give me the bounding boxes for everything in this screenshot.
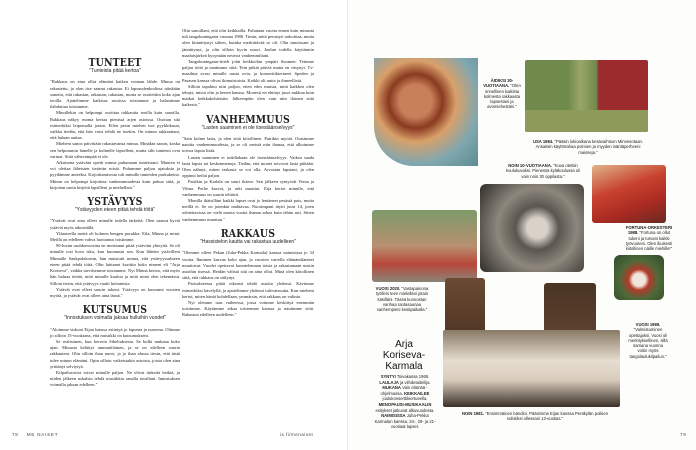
photo-first-band [443,330,620,407]
paragraph: 90-luvun ruuhkavuosina en muistanut pitää ystäviini yhteyttä. Se oli minulle tosi kova isku, kun huomasin sen. Kun lähetin ystävilleni Minnalle Saukpalukortin, hän muistutti minua, että ystävyyssuhteen eteen pitää tehdä töitä. Olin laittanut korttiin koko nimeni eli "Arja Koriseva", vaikka tarvitsemme toisiamme. Nyt Minna kertoo, että myös hän haluaa tietää, mitä minulle kuuluu ja mitä minä olen tekemässä. Silloin tiesin, että ystävyys vaatii hoitamista. [50,243,180,286]
paragraph: Ystävät ovat olleet suurin tukeni. Ystävyys on kasvanut vuosien myötä, ja ystävät ovat olleet aina läsnä." [50,286,180,298]
bio-label: NAIMISISSA [381,413,406,419]
bio-entry [376,402,435,413]
photo-folk-costume [614,255,664,300]
profile-bio [372,374,438,430]
section-title: RAKKAUS [220,226,276,240]
bio-label: LAULAJA [379,379,399,385]
paragraph: Kilpailuvoitot toivat minulle paljon. Ne olivat tärkeitä hetkiä, ja niiden jälkeen uskalsin tehdä musiikkia omalla tavallani. Innostuksen voimalla jaksan edelleen." [50,369,180,388]
bio-text: esitykset jatkuvat alkuvuodesta. [375,407,435,413]
bio-entry [379,380,430,385]
paragraph: Yläasteella meitä oli kolmen hengen porukka: Eila, Minna ja minä. Meillä on edelleen vahva luottamus toisiimme. [50,230,180,243]
photo-fortuna-band [592,165,666,223]
profile-name [368,339,440,372]
bio-label: KEIKKAILEE [404,390,430,396]
page-number-right: 79 [680,432,687,437]
photo-sauna-renovation [372,210,477,282]
bio-text: Vain elämää -ohjelmassa. [380,385,428,396]
bio-entry [375,413,436,429]
paragraph: Tangokuningatar-titteli johti keikkoihin ympäri Suomen. Teimme paljon töitä ja nautimme siitä. Tein pitkiä päiviä mutta en väsynyt. Tv-maailma avasi minulle uusia ovia, ja konserttikiertueet Speden ja Pasasen kanssa olivat ikimuistoisia. Kaikki oli uutta ja ihmeellistä. [182,59,314,83]
footer-left [12,432,58,437]
paragraph: Mieheni sanoo päivittäin rakastavansa minua. Minäkin sanon, koska sen helpommin hänelle ja kolmelle lapselleni, mutta silti tunteeni ovat varmat. Siitä vähevämpää ei ole. [50,141,180,159]
paragraph: Nyt olemme taas vaiheessa, jossa voimme keskittyä enemmän toisiimme. Käytämme aikaa toistemme kanssa ja nautimme siitä. Rakastun edelleen uudelleen." [182,299,314,318]
photo-child-bw [480,184,584,272]
paragraph: Olin sanoillani, että olin keikkailla. Puhutaan vuotta ennen kuin minusta tuli tangokuningatar vuonna 1986. Tiesin, mitä perustyö tarkoittaa, mutta olen kiinnittynyt siihen, kuinka merkittävää se oli. Olin innoissani ja jännittynyt, ja olin silloin hyvin nuori. Joulun todella käyttämiin maalaisjärkeä kysymään neuvoa vanhemmiltani. [182,28,314,58]
right-page [348,0,696,450]
paragraph: Lasten saaminen ei todellakaan ole itsestäänselvyys. Vaikea saada lasta lapsia tai keskenmenoja. Tiedän, että monet toivovat lasta pitkään. Olen nähnyt, miten raskasta se voi olla. Arvostan lapsiani, ja olen oppinut heiltä paljon. [182,154,314,179]
page-number: 78 [12,432,19,437]
section-subtitle: "Innostuksen voimalla jaksaa hulluihin vuodet" [63,315,167,322]
caption-usa: USA 1984. "Pääsin lukioaikana kesävaihtoon Minnesotaan. Ansaitsin käyttörahaa poimien ja myyden isäntäperheeni maissejа." [532,139,644,155]
bio-label: MENOPAUSI-MUSIKAALIN [378,401,432,407]
name-line: Arja [395,339,413,350]
name-line: Karmala [385,361,423,372]
footer-url: is.fi/menaiset [280,432,314,437]
section-title: VANHEMMUUS [206,112,290,126]
paragraph: Aikuisena ystäväni opetti minua puhumaan tunteistani. Muuten ei voi olettaa läheisten tietävän niistä. Puhumme paljon ajatuksia ja pyydämme anteeksi. Kirjoittamisesta tuli minulle tunteiden purkukeino. Minun on helpompi kirjoittaa vanhemmuudesta kuin puhua siitä, ja kirjoitan usein kirjeitä lapsilleni ja miehelleni." [50,160,180,190]
section-subtitle: "Lasten saaminen ei ole itsestäänselvyys" [201,124,295,131]
paragraph: "Rakkaus on aina ollut elämäni kaiken voiman lähde. Minua on rakastettu, ja olen itse saanut rakastaa. Ei lapsuudenkodissa niinkään sanottu, että rakastan, rakastan, rakastan, mutta se osoitettiin koko ajan teoilla. Ajattelimme kaikissa asioissa toisiamme ja halusimme ilahduttaa toisiamme. [50,79,180,110]
bio-text: joulukonserttikiertueella. [382,396,428,402]
bio-label: SYNTYI [380,374,396,379]
section-title: KUTSUMUS [82,303,148,317]
photo-mother-with-baby [374,58,478,166]
magazine-name: ME NAISET [26,432,59,437]
bio-label: MUKANA [382,385,401,391]
paragraph: "Sain kolme lasta, ja olen siitä kiitollinen. Patrikin myötä. Osasimme nauttia vanhemmuudesta, ja se oli meistä niin ihanaa, että alkoimme toivoa lapsia lisää. [182,136,314,154]
caption-noin10: NOIN 10-VUOTIAANA. "Kuva otettiin koulukuvaksi. Pienessä kyläkoulussa oli vain noin 30 oppilasta." [505,163,581,179]
caption-vuosi2020: VUOSI 2020. "Vastapainona työlleni teen mielelläni jotain käsilläni. Tässä kunnostan vanhaa rantasaunaa vanhempieni kesäpaikalla." [375,286,429,313]
bio-text: Toivakassa 1965. [396,374,430,379]
section-subtitle: "Tunteista pitää kertoa" [89,68,141,75]
caption-fortuna: FORTUNA-ORKESTERI 1988. "Fortuna on ollut tukeni ja turvani kaikki työvuoteni. Olen ikuisesti kiitollinen näille miehille!" [625,225,673,252]
bio-entry [381,374,430,379]
bio-text: Juha-Pekka Karmalan kanssa. 34-, 29- ja 21-vuotiaat lapset. [374,413,436,430]
paragraph: "Ystävät ovat aina olleet minulle todella tärkeitä. Olen saanut hyviä ystäviä myös aikuisiällä. [50,218,180,230]
column-2 [182,28,314,319]
paragraph: Patrikin ja Karlala on suuri ikäero. Sen jälkeen syntyivät Verna ja Vilma. Perhe kasvoi, ja arki muuttui. Eija kertoi minulle, että vanhemmuus on suurin tehtävä. [182,179,314,197]
paragraph: Se realistinen, kun kerroin Sibeliuksesta. Se kulki mukana koko ajan. Minusta kehittyi ammattilainen, ja se on edelleen suurin rakkauteni. Olin silloin ihan nuori, ja jo ihan alussa tiesin, että tästä tulee minun elämäni. Opin silloin vaikeistakin asioista, joista olen aina yrittänyt selviytyä. [50,338,180,369]
paragraph: Minullekin on helpompi osoittaa rakkautta teoilla kuin sanoilla. Rakkaus näkyy monta kertaa pienissä arjen asioissa. Osoitan sitä esimerkiksi leipomalla jotain. Eilen pesin miehen isot pyykkikasat, vaikka tiedän, että hän voisi tehdä ne itsekin. On minun rakkauttani, että haluan auttaa. [50,110,180,141]
photo-usa-cornfield [525,60,648,132]
caption-aidiksi: ÄIDIKSI 30-VUOTIAANA. "Olen onnellinen kaikista kolmesta rakkaasta lapsestani ja avomiehestäni." [483,78,521,110]
paragraph: "Olemme olleet Pekan (Juha-Pekka Karmala) kanssa naimisissa jo 34 vuotta. Ihminen kasvaa koko ajan, ja vuosien varrella elämäntilanteet muuttuvat. Vuodet opettavat kuuntelemaan toisia ja rakastamaan uusiin asioihin itsessä. Heidän välistä sitä on aina ollut. Minä olen kiitollinen siitä, että rakkaus on säilynyt. [182,250,314,281]
caption-noin1981: NOIN 1981. "Ensimmäinen bändini. Pääsimme Eijan kanssa Peräkylän poikien solistiksi ollessani 13-vuotias." [461,411,609,422]
section-title: YSTÄVYYS [87,195,143,209]
paragraph: Silloin tapahtui niin paljon, etten edes muista, mitä kaikkea olen tehnyt, missä olin ja kenen kanssa. Monesti en ehtinyt juuri nukkua kuin matkat keikkakohteisiin. Jälkeenpäin olen vain niin iloinen siitä kaikesta." [182,83,314,108]
section-title: TUNTEET [88,56,142,69]
paragraph: Monilla ikäisilläni kaikki lapset ovat jo lentäneet pesästä pois, mutta meillä ei. Se on jotenkin mahtavaa. Nuorimpani täytti juuri 14, joten odotettavissa on vielä monta vuotta ihanan arkea kuin tähän asti. Sitten vanhemmuus muuttuu." [182,198,314,222]
paragraph: "Aloimme siskoni Eijan kanssa esiintyä jo lapsena ja nuorena. Olimme jo silloin 15-vuotiaana, että musiikki on kutsumukseni. [50,326,180,338]
column-1 [50,52,180,389]
bio-text: ja viihdetaiteilija. [400,379,431,385]
caption-vuosi1989: VUOSI 1989. "Valmistuminen opettajaksi. Vuosi oli merkityksellinen, sillä samana vuonna voitin myös tangolaulukilpailun." [628,322,668,359]
section-subtitle: "Ystävyyden eteen pitää tehdä töitä" [74,207,156,214]
section-subtitle: "Hassistelon kautta vai rakastua uudelleen" [200,239,296,246]
name-line: Koriseva- [382,350,426,361]
paragraph: Parisuhteessa pitää oikeasti tehdä asioita yhdessä. Kävimme esimerkiksi kävelyllä, ja ajattelimme yhdessä tulevaisuutta. Kun mieheni kertoi, miten häntä kohdellaan, ymmärsin, että rakkaus on valinta. [182,281,314,299]
